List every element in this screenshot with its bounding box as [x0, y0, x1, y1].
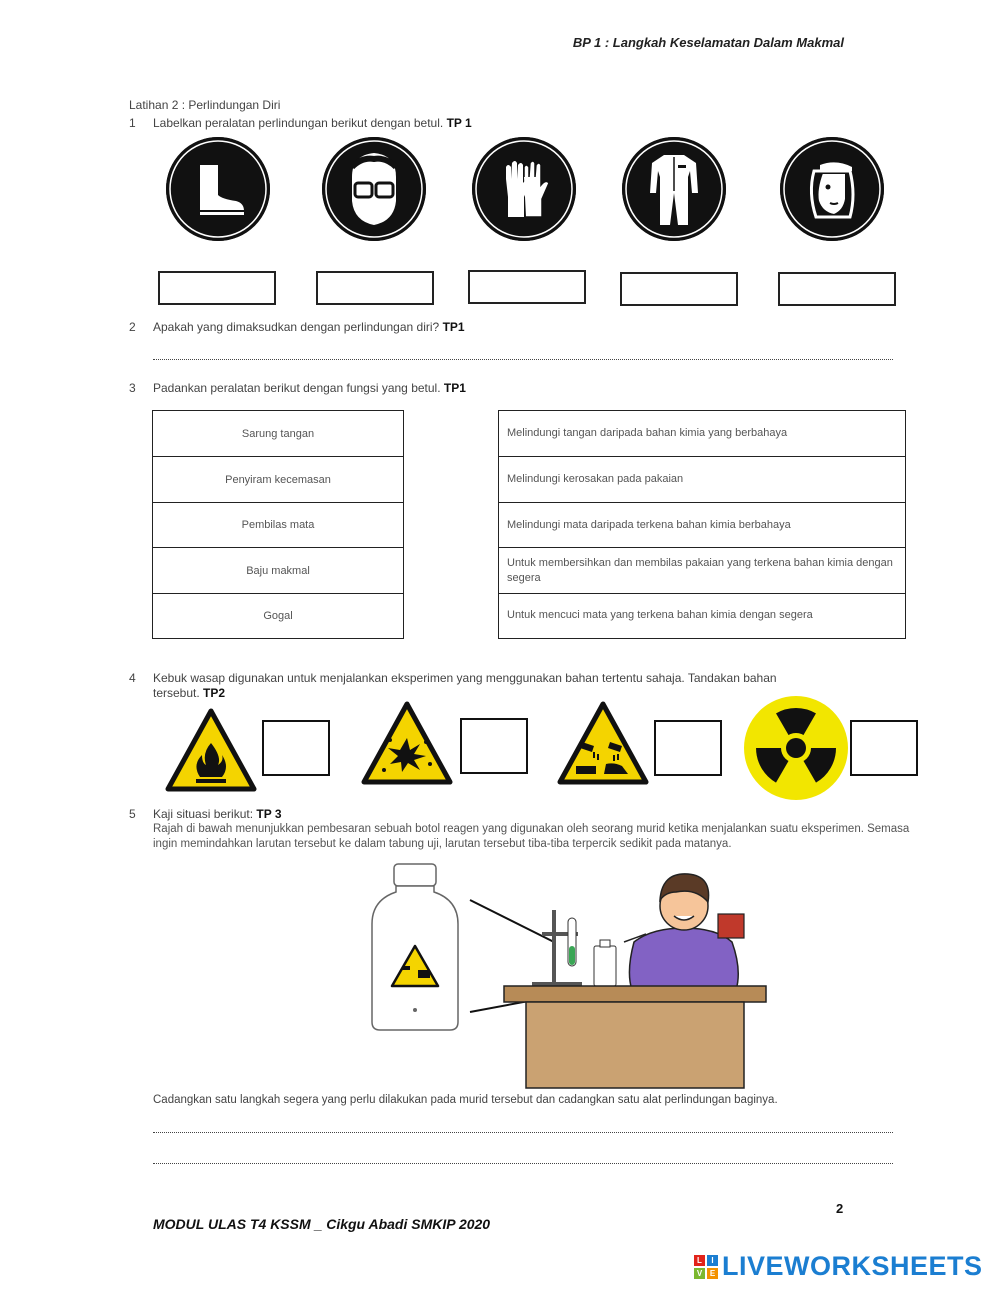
hazard-tick-box-3[interactable] [654, 720, 722, 776]
hazard-tick-box-1[interactable] [262, 720, 330, 776]
question-1: 1 Labelkan peralatan perlindungan berikut dengan betul. TP 1 [129, 116, 472, 130]
hazard-tick-box-4[interactable] [850, 720, 918, 776]
answer-line-q2[interactable] [153, 358, 893, 360]
function-item[interactable]: Untuk mencuci mata yang terkena bahan kimia dengan segera [507, 609, 813, 621]
gloves-icon [472, 137, 576, 241]
function-item[interactable]: Untuk membersihkan dan membilas pakaian yang terkena bahan kimia dengan segera [499, 548, 905, 594]
corrosive-icon [556, 700, 650, 786]
equipment-item[interactable]: Baju makmal [153, 548, 403, 594]
retort-stand [532, 910, 616, 988]
label-answer-input-1[interactable] [160, 273, 278, 305]
lab-suit-icon [622, 137, 726, 241]
label-answer-box-2[interactable] [316, 271, 434, 305]
label-answer-input-2[interactable] [318, 273, 436, 305]
label-answer-box-1[interactable] [158, 271, 276, 305]
label-answer-box-4[interactable] [620, 272, 738, 306]
answer-line-q5-2[interactable] [153, 1162, 893, 1164]
question-4: 4 Kebuk wasap digunakan untuk menjalankan eksperimen yang menggunakan bahan tertentu sahaja. Tandakan bahan [129, 671, 777, 685]
function-column [498, 410, 906, 639]
explosive-icon [360, 700, 454, 786]
lab-bench [504, 986, 766, 1088]
function-item[interactable]: Melindungi kerosakan pada pakaian [499, 457, 905, 503]
situation-paragraph: Rajah di bawah menunjukkan pembesaran sebuah botol reagen yang digunakan oleh seorang murid ketika menjalankan suatu eksperimen. Semasa ingin memindahkan larutan tersebut ke dalam tabung uji, larutan tersebut tiba-tiba terpercik sedikit pada matanya. [153, 823, 910, 850]
label-answer-input-5[interactable] [780, 274, 898, 306]
label-answer-box-5[interactable] [778, 272, 896, 306]
student-figure [624, 874, 744, 990]
reagent-bottle-icon [372, 864, 458, 1030]
hazard-tick-box-2[interactable] [460, 718, 528, 774]
radioactive-icon [743, 695, 849, 801]
question-5: 5 Kaji situasi berikut: TP 3 [129, 807, 282, 821]
page-number: 2 [836, 1201, 844, 1216]
face-shield-icon [780, 137, 884, 241]
liveworksheets-logo-icon: L I V E [694, 1255, 718, 1279]
boot-icon [166, 137, 270, 241]
question-3: 3 Padankan peralatan berikut dengan fungsi yang betul. TP1 [129, 381, 466, 395]
page-header: BP 1 : Langkah Keselamatan Dalam Makmal [572, 35, 844, 50]
goggles-icon [322, 137, 426, 241]
experiment-illustration [356, 862, 768, 1090]
equipment-item[interactable]: Sarung tangan [153, 411, 403, 457]
function-item[interactable]: Melindungi tangan daripada bahan kimia yang berbahaya [499, 411, 905, 457]
question-2: 2 Apakah yang dimaksudkan dengan perlindungan diri? TP1 [129, 320, 465, 334]
liveworksheets-brand[interactable] [694, 1251, 983, 1282]
answer-line-q5-1[interactable] [153, 1131, 893, 1133]
flammable-icon [164, 707, 258, 793]
function-item[interactable]: Melindungi mata daripada terkena bahan kimia berbahaya [499, 503, 905, 548]
label-answer-box-3[interactable] [468, 270, 586, 304]
label-answer-input-4[interactable] [622, 274, 740, 306]
equipment-item[interactable]: Pembilas mata [153, 503, 403, 548]
question-4-cont: tersebut. TP2 [153, 686, 226, 700]
module-footer: MODUL ULAS T4 KSSM _ Cikgu Abadi SMKIP 2020 [153, 1216, 491, 1232]
equipment-column [152, 410, 404, 639]
brand-name: LIVEWORKSHEETS [722, 1251, 983, 1281]
exercise-title: Latihan 2 : Perlindungan Diri [129, 98, 281, 112]
suggestion-prompt: Cadangkan satu langkah segera yang perlu dilakukan pada murid tersebut dan cadangkan satu alat perlindungan baginya. [153, 1094, 778, 1106]
equipment-item[interactable]: Penyiram kecemasan [153, 457, 403, 503]
label-answer-input-3[interactable] [470, 272, 588, 304]
equipment-item[interactable]: Gogal [263, 609, 293, 622]
